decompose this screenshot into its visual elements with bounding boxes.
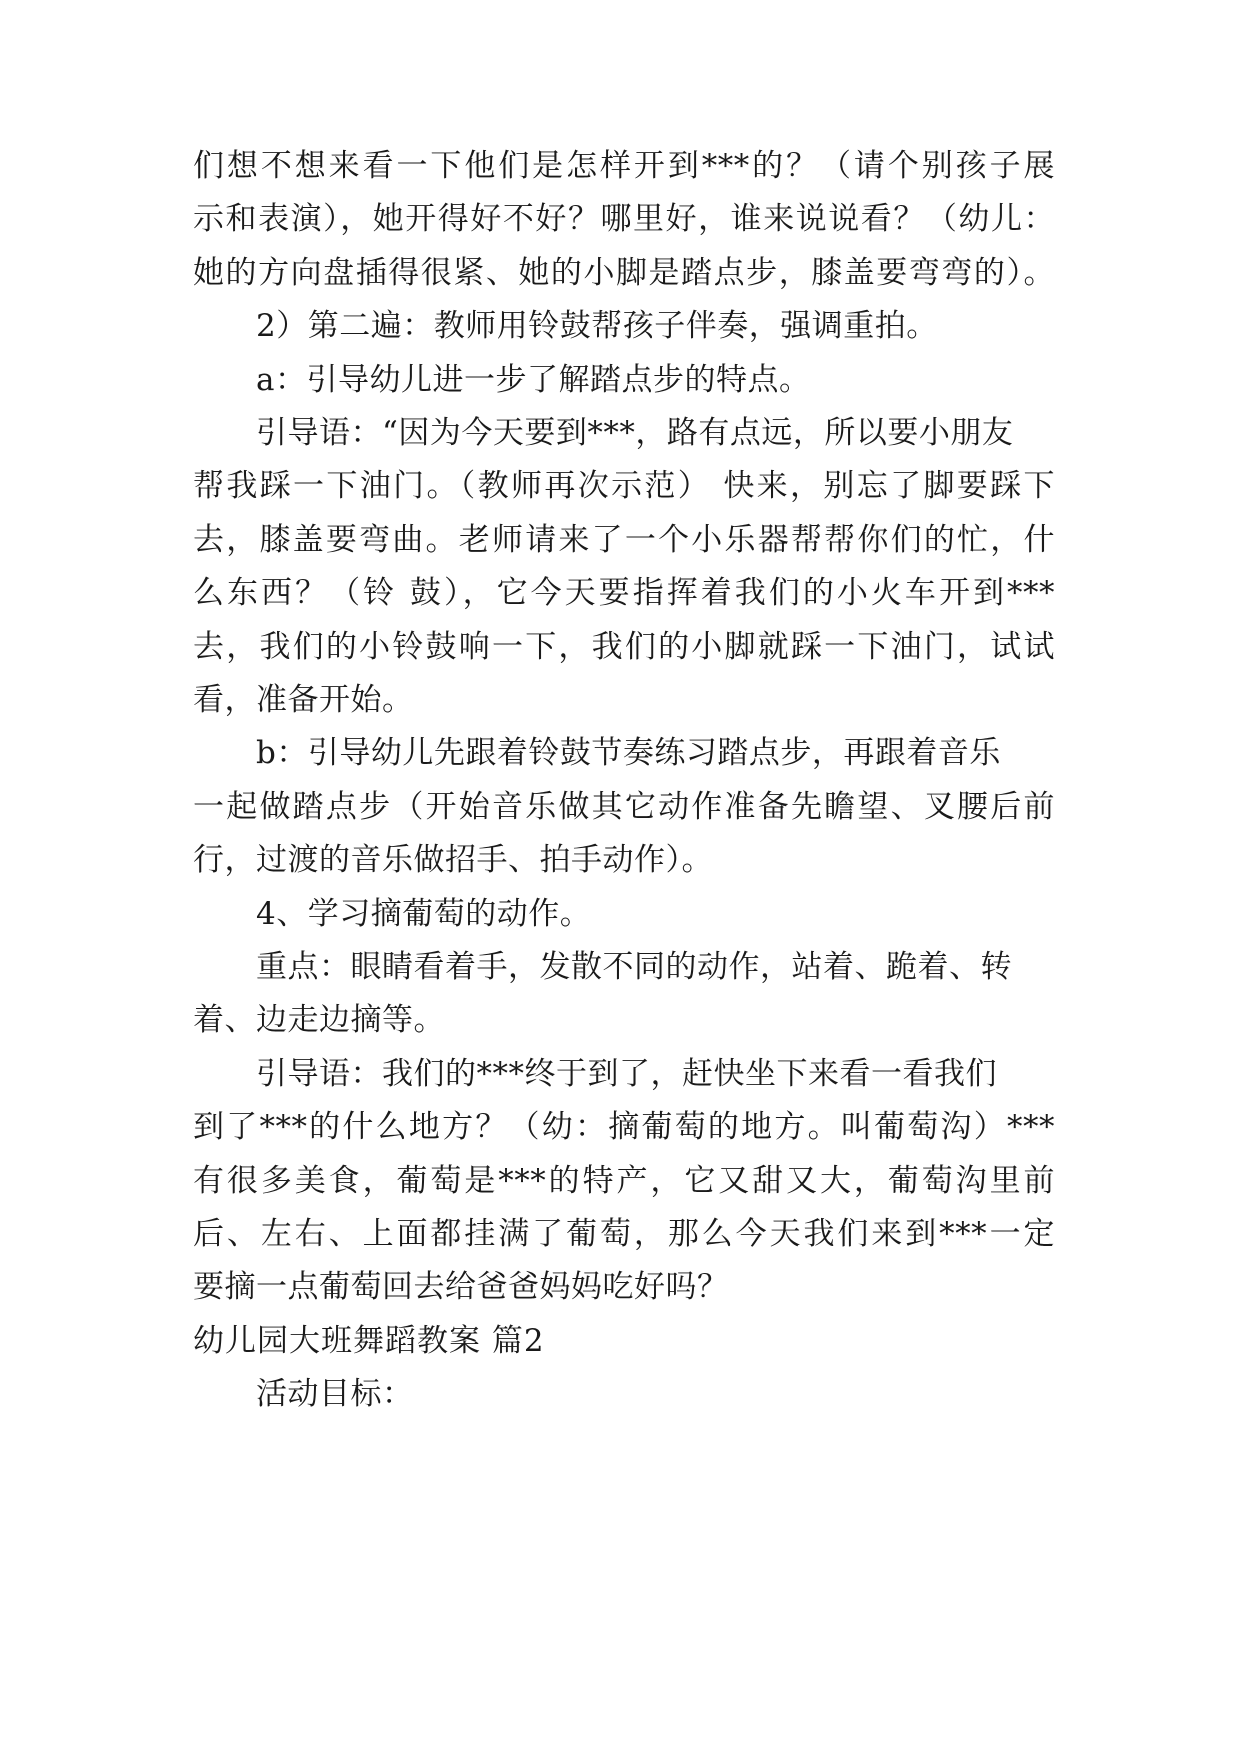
body-text-line: 引导语：“因为今天要到***，路有点远，所以要小朋友 bbox=[256, 415, 1014, 451]
body-text-line: 一起做踏点步（开始音乐做其它动作准备先瞻望、叉腰后前 bbox=[193, 789, 1055, 825]
body-text-line: 么东西？（铃 鼓），它今天要指挥着我们的小火车开到*** bbox=[193, 575, 1055, 611]
body-text-line: 着、边走边摘等。 bbox=[193, 1002, 445, 1038]
body-text-line: 她的方向盘插得很紧、她的小脚是踏点步，膝盖要弯弯的）。 bbox=[193, 255, 1055, 291]
section-heading: 幼儿园大班舞蹈教案 篇2 bbox=[193, 1323, 545, 1359]
body-text-line: 到了***的什么地方？（幼：摘葡萄的地方。叫葡萄沟）*** bbox=[193, 1109, 1055, 1145]
body-text-line: a：引导幼儿进一步了解踏点步的特点。 bbox=[256, 362, 811, 398]
body-text-line: b：引导幼儿先跟着铃鼓节奏练习踏点步，再跟着音乐 bbox=[256, 735, 1001, 771]
body-text-line: 们想不想来看一下他们是怎样开到***的？（请个别孩子展 bbox=[193, 148, 1055, 184]
body-text-line: 去，膝盖要弯曲。老师请来了一个小乐器帮帮你们的忙，什 bbox=[193, 522, 1055, 558]
body-text-line: 4、学习摘葡萄的动作。 bbox=[256, 896, 592, 932]
body-text-line: 看，准备开始。 bbox=[193, 682, 414, 718]
body-text-line: 引导语：我们的***终于到了，赶快坐下来看一看我们 bbox=[256, 1056, 997, 1092]
body-text-line: 有很多美食，葡萄是***的特产，它又甜又大，葡萄沟里前 bbox=[193, 1163, 1055, 1199]
body-text-line: 行，过渡的音乐做招手、拍手动作）。 bbox=[193, 842, 713, 878]
body-text-line: 去，我们的小铃鼓响一下，我们的小脚就踩一下油门，试试 bbox=[193, 629, 1055, 665]
body-text-line: 2）第二遍：教师用铃鼓帮孩子伴奏，强调重拍。 bbox=[256, 308, 938, 344]
body-text-line: 示和表演），她开得好不好？哪里好，谁来说说看？（幼儿： bbox=[193, 201, 1055, 237]
body-text-line: 帮我踩一下油门。（教师再次示范） 快来，别忘了脚要踩下 bbox=[193, 468, 1055, 504]
body-text-line: 重点：眼睛看着手，发散不同的动作，站着、跪着、转 bbox=[256, 949, 1012, 985]
subsection-heading: 活动目标： bbox=[256, 1376, 414, 1412]
body-text-line: 要摘一点葡萄回去给爸爸妈妈吃好吗？ bbox=[193, 1269, 729, 1305]
body-text-line: 后、左右、上面都挂满了葡萄，那么今天我们来到***一定 bbox=[193, 1216, 1055, 1252]
